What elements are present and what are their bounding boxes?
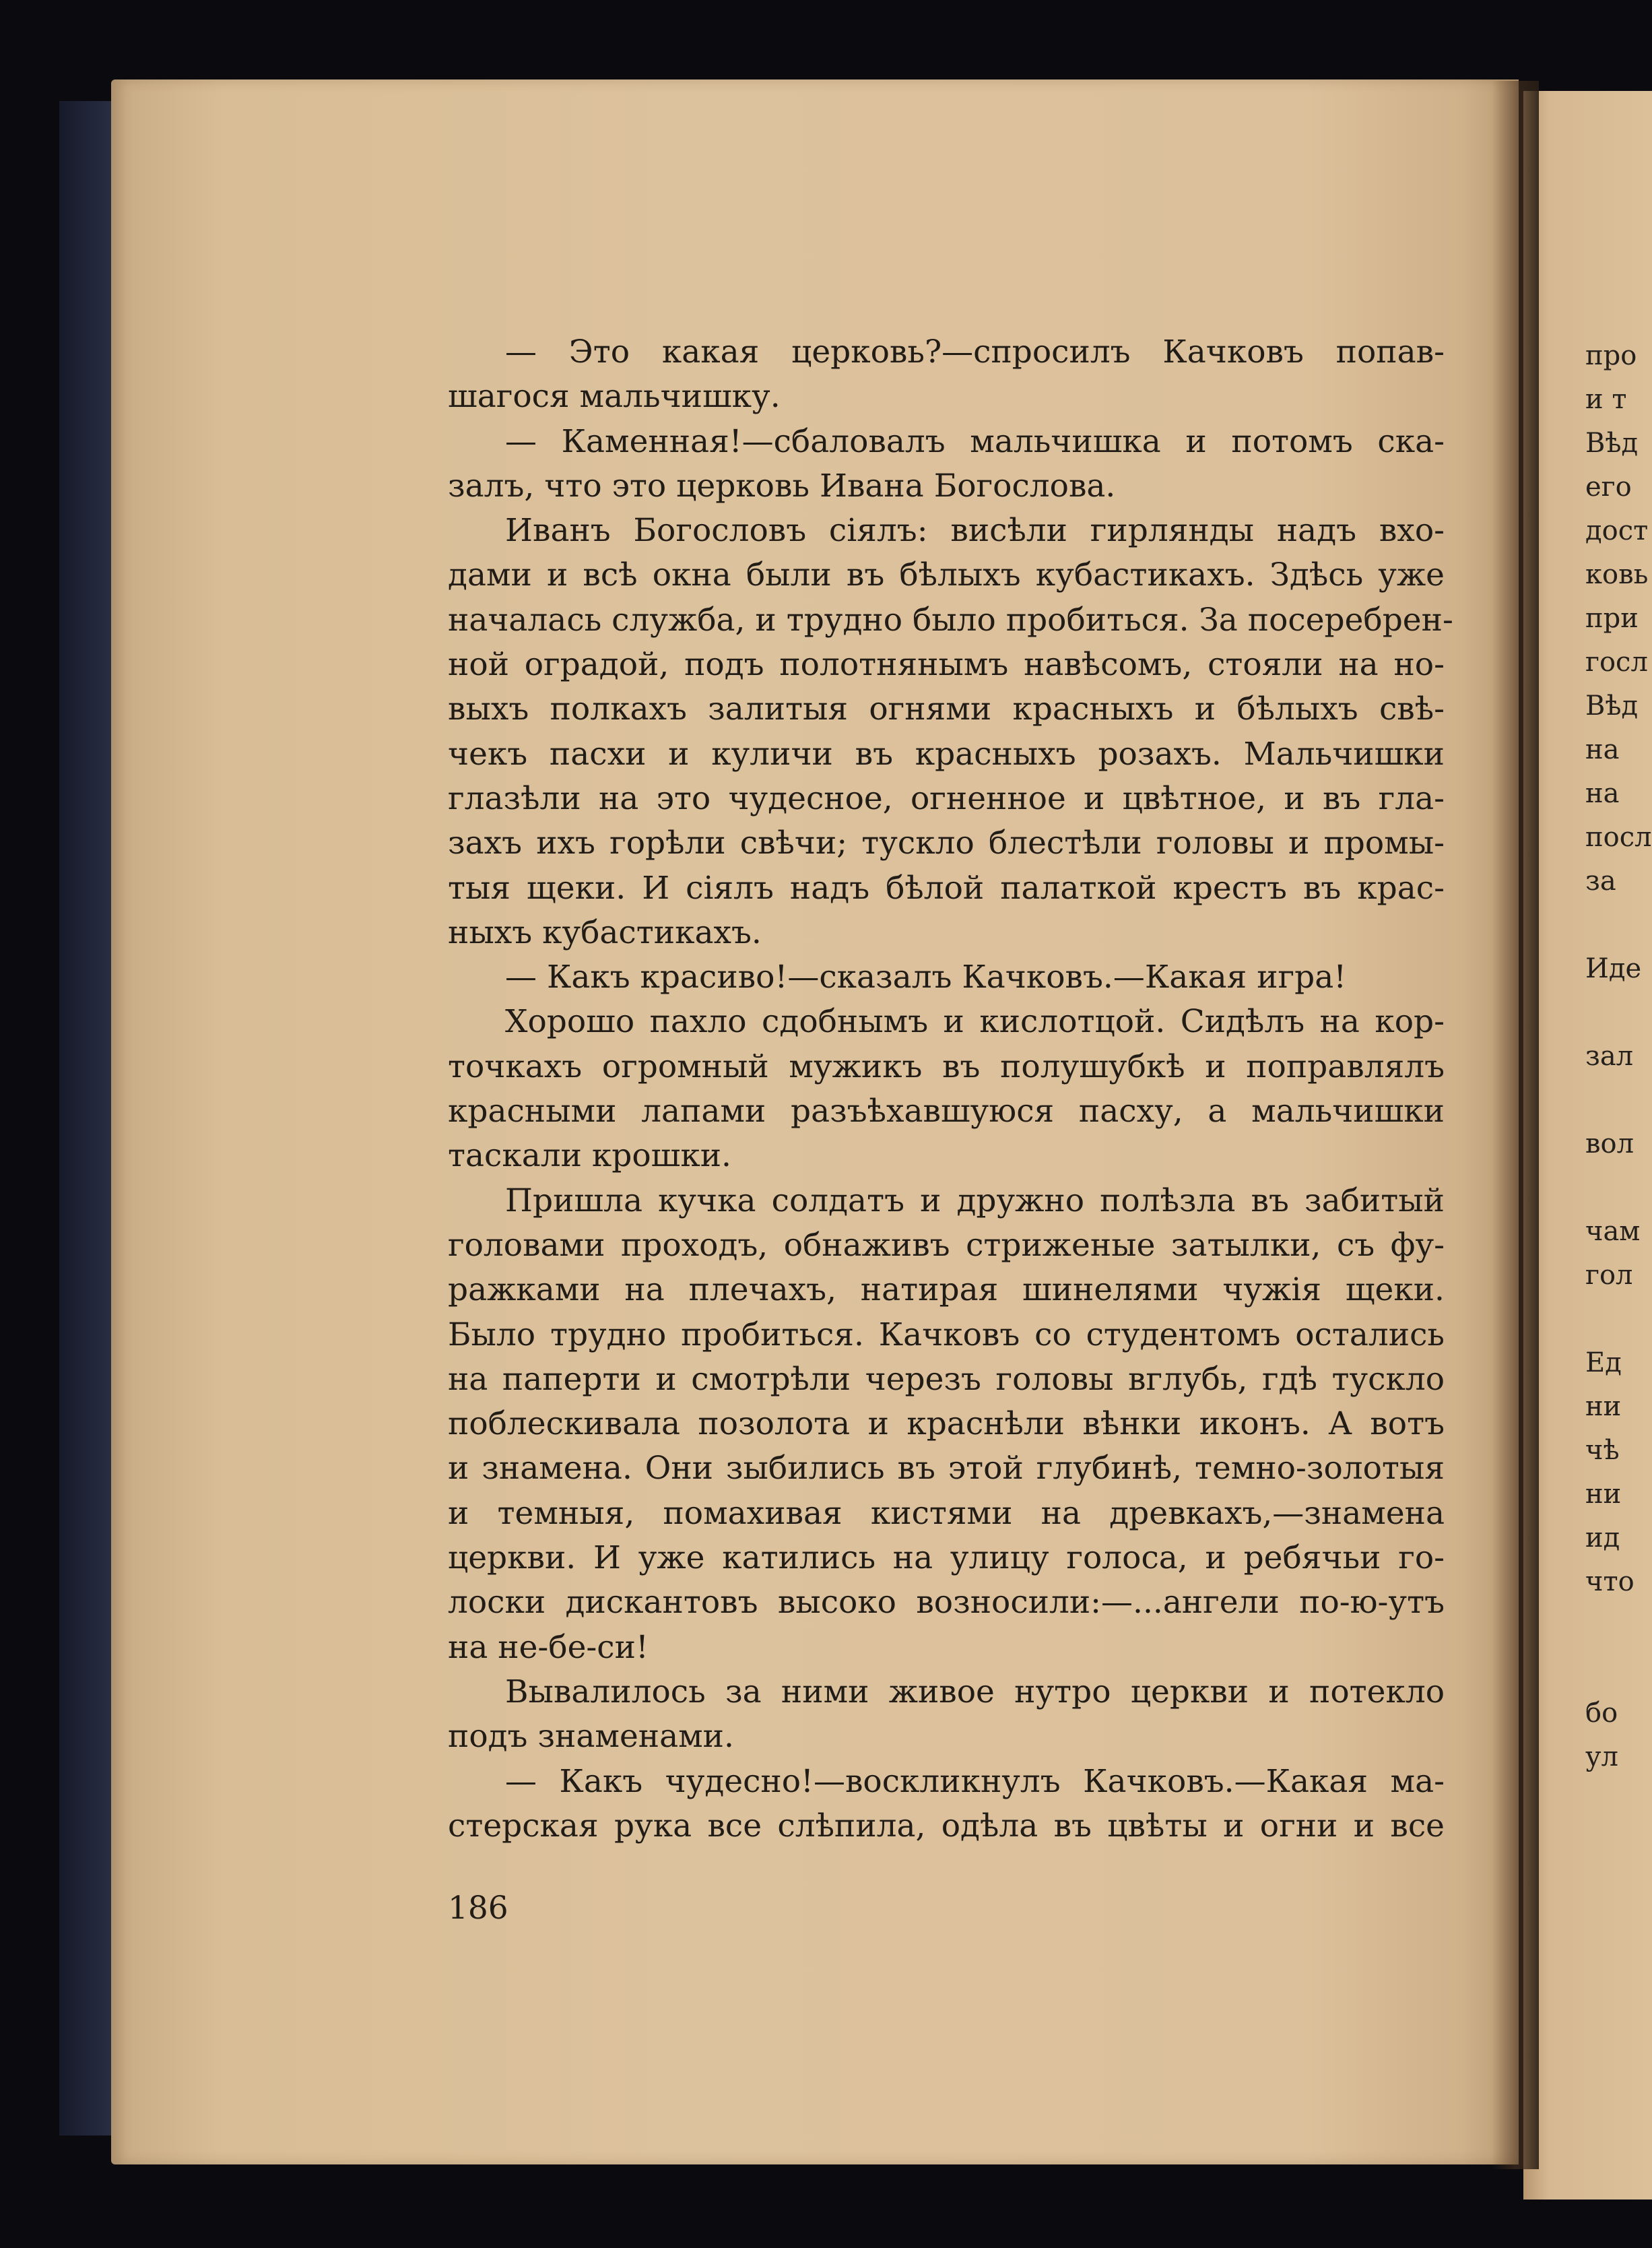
text-line: и знамена. Они зыбились въ этой глубинѣ, темно-золотыя <box>448 1450 1445 1487</box>
text-line: церкви. И уже катились на улицу голоса, и ребячьи го- <box>448 1539 1445 1577</box>
adjacent-page-fragment: Вѣд <box>1585 691 1639 721</box>
page-number: 186 <box>448 1890 508 1927</box>
adjacent-page-fragment: Вѣд <box>1585 428 1639 459</box>
adjacent-page-fragment: его <box>1585 472 1632 503</box>
adjacent-page-fragment: ковь <box>1585 559 1649 590</box>
page-gutter <box>1492 81 1539 2169</box>
adjacent-page-fragment: зал <box>1585 1041 1634 1072</box>
text-line: Пришла кучка солдатъ и дружно полѣзла въ забитый <box>505 1182 1445 1219</box>
adjacent-page-fragment: чам <box>1585 1216 1641 1247</box>
text-line: стерская рука все слѣпила, одѣла въ цвѣты и огни и все <box>448 1807 1445 1844</box>
adjacent-page-fragment: бо <box>1585 1698 1618 1729</box>
adjacent-page-fragment: ни <box>1585 1391 1622 1422</box>
text-line: поблескивала позолота и краснѣли вѣнки иконъ. А вотъ <box>448 1405 1445 1443</box>
text-line: началась служба, и трудно было пробиться. За посеребрен- <box>448 601 1453 639</box>
adjacent-page-fragment: чѣ <box>1585 1435 1620 1466</box>
text-line: тыя щеки. И сіялъ надъ бѣлой палаткой крестъ въ крас- <box>448 869 1445 907</box>
adjacent-page-fragment: ни <box>1585 1479 1622 1510</box>
text-line: ныхъ кубастикахъ. <box>448 913 762 951</box>
adjacent-page-fragment: про <box>1585 340 1637 371</box>
adjacent-page-fragment: гол <box>1585 1260 1633 1291</box>
text-line: глазѣли на это чудесное, огненное и цвѣтное, и въ гла- <box>448 779 1445 817</box>
text-line: выхъ полкахъ залитыя огнями красныхъ и бѣлыхъ свѣ- <box>448 691 1445 728</box>
text-line: — Каменная!—сбаловалъ мальчишка и потомъ ска- <box>505 422 1445 460</box>
text-line: Было трудно пробиться. Качковъ со студентомъ остались <box>448 1316 1445 1353</box>
adjacent-page-fragment: ул <box>1585 1741 1618 1772</box>
adjacent-page <box>1523 91 1652 2199</box>
text-line: красными лапами разъѣхавшуюся пасху, а мальчишки <box>448 1093 1445 1130</box>
adjacent-page-fragment: и т <box>1585 384 1627 415</box>
text-line: на не-бе-си! <box>448 1628 649 1666</box>
text-line: — Это какая церковь?—спросилъ Качковъ попав- <box>505 333 1445 371</box>
text-line: головами проходъ, обнаживъ стриженые затылки, съ фу- <box>448 1226 1445 1264</box>
adjacent-page-fragment: за <box>1585 866 1616 897</box>
text-line: залъ, что это церковь Ивана Богослова. <box>448 467 1116 505</box>
text-line: и темныя, помахивая кистями на древкахъ,—знамена <box>448 1494 1445 1532</box>
adjacent-page-fragment: что <box>1585 1566 1634 1597</box>
adjacent-page-fragment: вол <box>1585 1128 1634 1159</box>
text-line: лоски дискантовъ высоко возносили:—...ангели по-ю-утъ <box>448 1584 1445 1621</box>
adjacent-page-fragment: Иде <box>1585 953 1642 984</box>
text-line: Иванъ Богословъ сіялъ: висѣли гирлянды надъ вхо- <box>505 512 1445 550</box>
text-line: — Какъ красиво!—сказалъ Качковъ.—Какая игра! <box>505 959 1347 996</box>
adjacent-page-fragment: дост <box>1585 515 1649 546</box>
adjacent-page-fragment: ид <box>1585 1522 1620 1553</box>
text-line: захъ ихъ горѣли свѣчи; тускло блестѣли головы и промы- <box>448 825 1445 862</box>
text-line: чекъ пасхи и куличи въ красныхъ розахъ. Мальчишки <box>448 735 1445 773</box>
text-line: Хорошо пахло сдобнымъ и кислотцой. Сидѣлъ на кор- <box>505 1003 1445 1041</box>
text-line: ной оградой, подъ полотнянымъ навѣсомъ, стояли на но- <box>448 646 1445 684</box>
text-line: Вывалилось за ними живое нутро церкви и потекло <box>505 1673 1445 1710</box>
text-line: таскали крошки. <box>448 1137 731 1175</box>
text-line: шагося мальчишку. <box>448 378 781 416</box>
text-line: на паперти и смотрѣли черезъ головы вглубь, гдѣ тускло <box>448 1360 1445 1398</box>
text-line: точкахъ огромный мужикъ въ полушубкѣ и поправлялъ <box>448 1048 1445 1085</box>
text-line: — Какъ чудесно!—воскликнулъ Качковъ.—Какая ма- <box>505 1762 1445 1800</box>
adjacent-page-fragment: на <box>1585 778 1620 809</box>
text-line: ражками на плечахъ, натирая шинелями чужія щеки. <box>448 1271 1445 1309</box>
adjacent-page-fragment: Ед <box>1585 1347 1622 1378</box>
adjacent-page-fragment: госл <box>1585 647 1648 678</box>
page-text <box>448 330 1453 1849</box>
adjacent-page-fragment: на <box>1585 734 1620 765</box>
text-line: дами и всѣ окна были въ бѣлыхъ кубастикахъ. Здѣсь уже <box>448 556 1445 594</box>
text-line: подъ знаменами. <box>448 1718 734 1756</box>
adjacent-page-fragment: при <box>1585 603 1639 634</box>
adjacent-page-fragment: посл <box>1585 822 1652 853</box>
